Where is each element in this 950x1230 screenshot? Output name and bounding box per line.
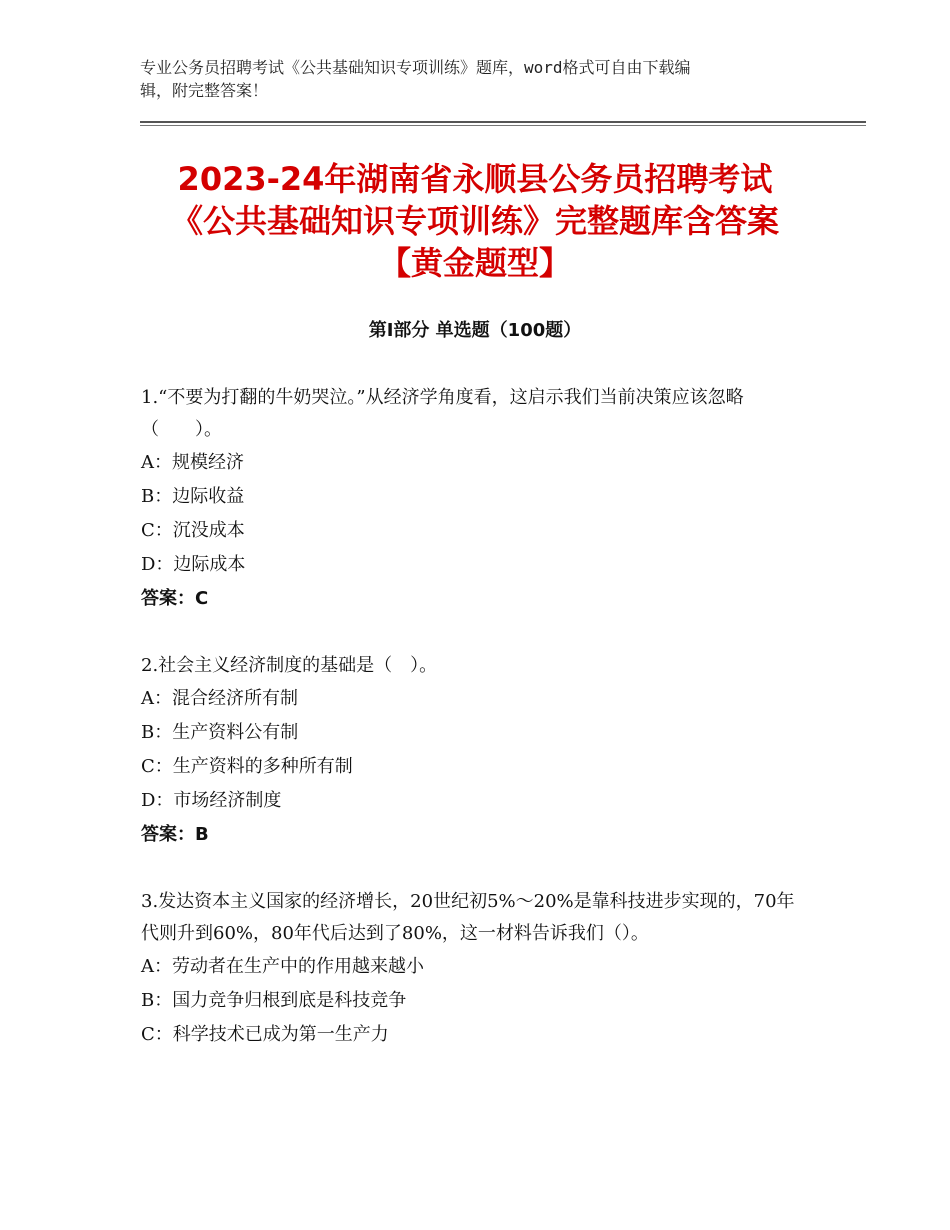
option-c: C：科学技术已成为第一生产力	[141, 1024, 389, 1045]
option-d: D：边际成本	[141, 554, 246, 575]
question-list	[141, 382, 806, 1086]
header-note	[140, 56, 800, 102]
option-c: C：沉没成本	[141, 520, 245, 541]
header-divider-thin	[140, 125, 866, 126]
question-text: 1.“不要为打翻的牛奶哭泣。”从经济学角度看，这启示我们当前决策应该忽略（ ）。	[141, 387, 744, 440]
section-title: 第Ⅰ部分 单选题（100题）	[368, 320, 582, 341]
option-b: B：边际收益	[141, 486, 245, 507]
title-line-3: 【黄金题型】	[378, 244, 571, 282]
option-a: A：劳动者在生产中的作用越来越小	[141, 956, 424, 977]
document-title	[140, 158, 810, 284]
header-note-line2: 辑，附完整答案！	[140, 81, 269, 100]
option-a: A：规模经济	[141, 452, 244, 473]
title-line-1: 2023-24年湖南省永顺县公务员招聘考试	[177, 160, 773, 198]
option-c: C：生产资料的多种所有制	[141, 756, 353, 777]
question-text: 2.社会主义经济制度的基础是（ ）。	[141, 655, 438, 676]
question-3	[141, 886, 806, 1052]
answer: 答案：C	[141, 588, 209, 609]
header-note-line1: 专业公务员招聘考试《公共基础知识专项训练》题库，word格式可自由下载编	[140, 58, 691, 77]
question-2	[141, 650, 806, 852]
question-1	[141, 382, 806, 616]
option-a: A：混合经济所有制	[141, 688, 298, 709]
title-line-2: 《公共基础知识专项训练》完整题库含答案	[170, 202, 779, 240]
header-divider-thick	[140, 121, 866, 123]
option-d: D：市场经济制度	[141, 790, 282, 811]
question-text: 3.发达资本主义国家的经济增长，20世纪初5%～20%是靠科技进步实现的，70年代则升到60%，80年代后达到了80%，这一材料告诉我们（）。	[141, 891, 795, 944]
answer: 答案：B	[141, 824, 209, 845]
option-b: B：生产资料公有制	[141, 722, 299, 743]
option-b: B：国力竞争归根到底是科技竞争	[141, 990, 407, 1011]
